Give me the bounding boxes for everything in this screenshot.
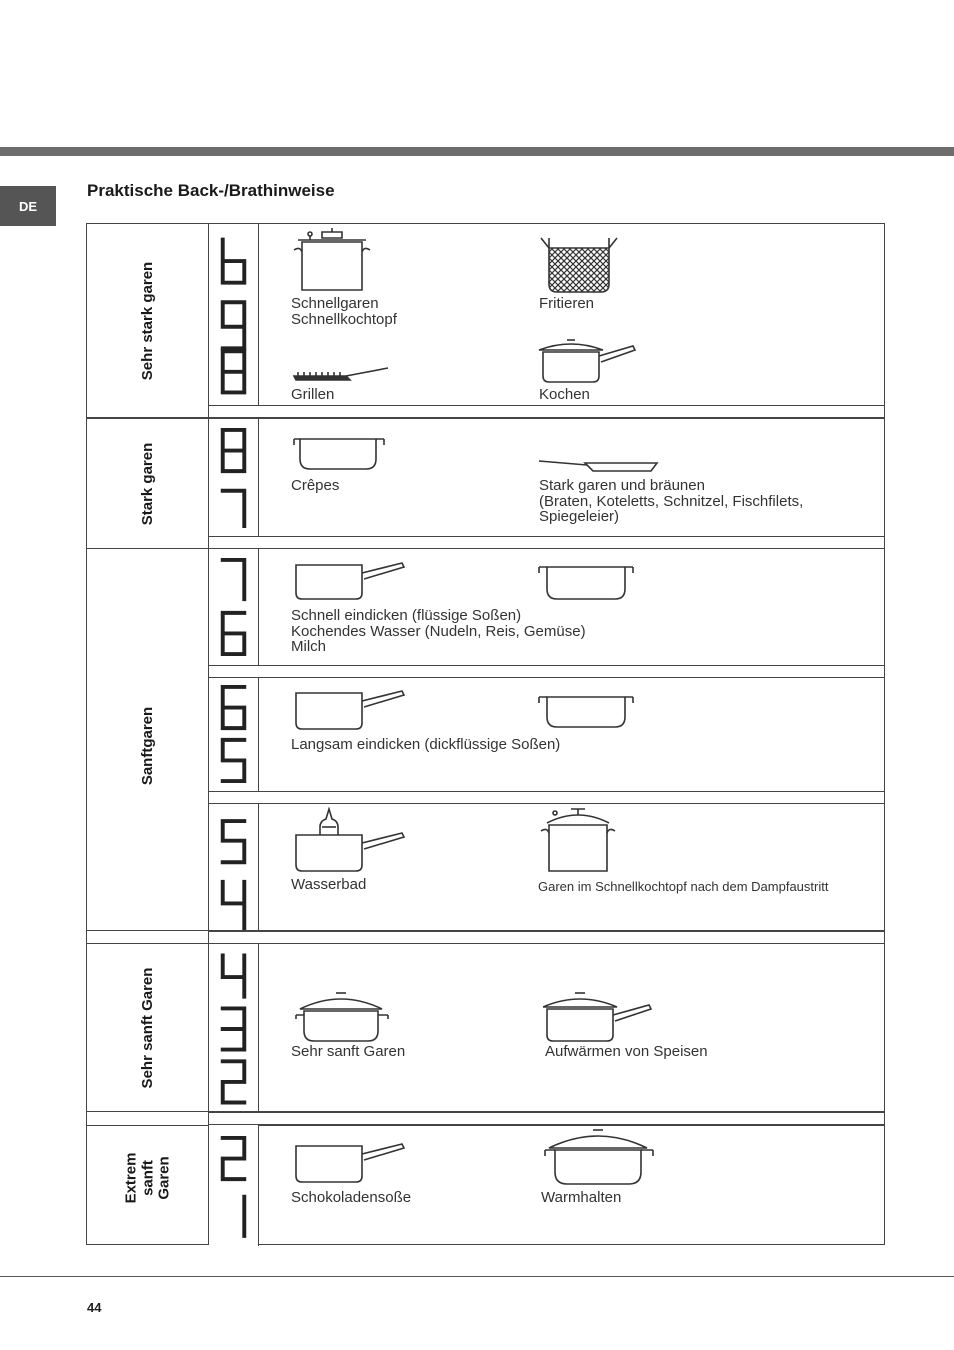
lidded-pot-icon: [292, 989, 392, 1043]
digit-display-icon: [209, 224, 258, 405]
category-label: Sehr sanft Garen: [138, 967, 156, 1089]
lidded-pot-icon: [543, 1126, 655, 1186]
item-crepes: Crêpes: [291, 477, 340, 494]
shallow-pot-icon: [292, 433, 388, 473]
category-cell: [87, 1112, 209, 1244]
row-separator: [209, 1112, 884, 1125]
digit-display-icon: [209, 944, 258, 1112]
fryer-basket-icon: [537, 234, 621, 294]
row-separator: [209, 931, 884, 944]
frying-pan-icon: [537, 457, 661, 473]
grill-pan-icon: [292, 362, 392, 384]
footer-rule: [0, 1276, 954, 1277]
category-label: Sanftgaren: [138, 706, 156, 786]
pot-icon: [537, 563, 637, 603]
language-badge: DE: [0, 186, 56, 226]
item-langsam-eindicken: Langsam eindicken (dickflüssige Soßen): [291, 736, 561, 753]
saucepan-icon: [292, 561, 406, 601]
section-gentle: [86, 548, 885, 944]
category-label: Extrem sanft Garen: [121, 1152, 172, 1204]
category-cell: [87, 419, 209, 548]
digit-display-icon: [209, 804, 258, 945]
digit-display-icon: [209, 549, 258, 665]
item-sehr-sanft: Sehr sanft Garen: [291, 1043, 406, 1060]
section-very-gentle: [86, 930, 885, 1126]
pressure-cooker-icon: [292, 228, 374, 294]
saucepan-lid-icon: [543, 989, 653, 1043]
pressure-cooker-icon: [537, 805, 619, 875]
category-label: Stark garen: [138, 442, 156, 525]
item-schokolade: Schokoladensoße: [291, 1189, 412, 1206]
item-fritieren: Fritieren: [539, 295, 595, 312]
item-stark-braunen: Stark garen und bräunen (Braten, Koteletts, Schnitzel, Fischfilets, Spiegeleier): [539, 477, 804, 525]
digit-display-icon: [209, 678, 258, 791]
digit-display-icon: [209, 1125, 258, 1246]
saucepan-icon: [292, 689, 406, 731]
digit-display-icon: [209, 419, 258, 536]
section-very-strong: [86, 223, 885, 418]
item-wasserbad: Wasserbad: [291, 876, 367, 893]
page-number: 44: [87, 1300, 102, 1315]
saucepan-lid-icon: [537, 336, 637, 384]
section-strong: [86, 418, 885, 549]
power-level-display: [209, 1125, 259, 1246]
page-title: Praktische Back-/Brathinweise: [87, 181, 335, 200]
category-cell: [87, 931, 209, 1125]
row-separator: [209, 791, 884, 804]
row-separator: [209, 405, 884, 418]
item-schnell-eindicken: Schnell eindicken (flüssige Soßen) Kochendes Wasser (Nudeln, Reis, Gemüse) Milch: [291, 607, 586, 655]
item-kochen: Kochen: [539, 386, 590, 403]
power-level-display: [209, 944, 259, 1112]
power-level-display: [209, 678, 259, 791]
section-extremely-gentle: [86, 1111, 885, 1245]
row-separator: [209, 665, 884, 678]
item-dampfaustritt: Garen im Schnellkochtopf nach dem Dampfaustritt: [538, 879, 829, 894]
category-label: Sehr stark garen: [138, 261, 156, 380]
category-cell: [87, 224, 209, 417]
item-aufwaermen: Aufwärmen von Speisen: [545, 1043, 708, 1060]
top-bar: [0, 147, 954, 156]
power-level-display: [209, 419, 259, 536]
category-cell: [87, 549, 209, 943]
power-level-display: [209, 804, 259, 945]
item-schnellgaren: Schnellgaren Schnellkochtopf: [291, 295, 397, 328]
saucepan-icon: [292, 1140, 406, 1184]
item-warmhalten: Warmhalten: [541, 1189, 622, 1206]
item-grillen: Grillen: [291, 386, 335, 403]
water-bath-icon: [292, 807, 406, 873]
power-level-display: [209, 549, 259, 665]
power-level-display: [209, 224, 259, 405]
pot-icon: [537, 693, 637, 731]
